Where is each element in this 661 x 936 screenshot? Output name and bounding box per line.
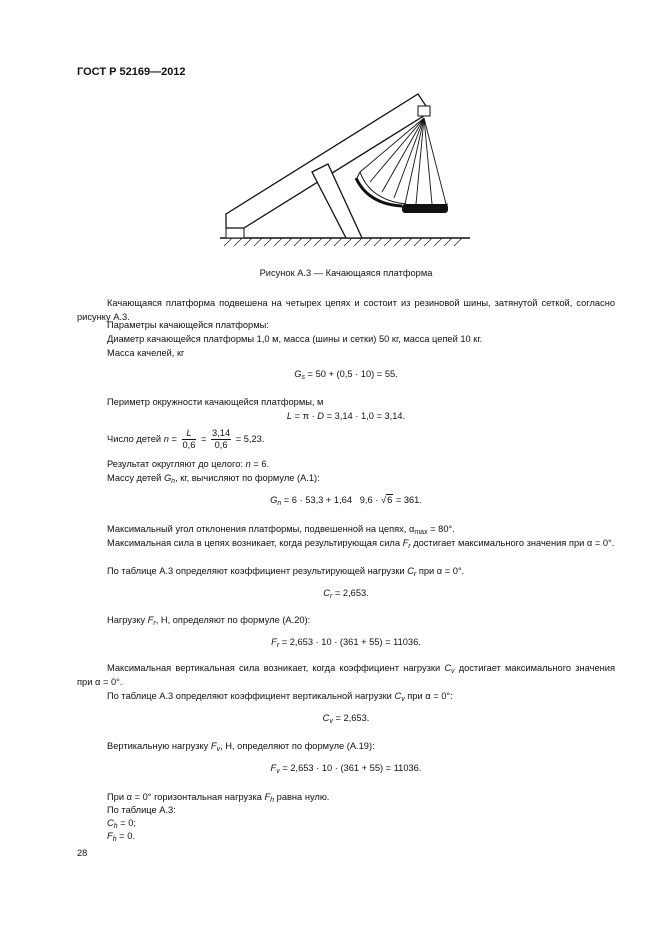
swing-platform-figure <box>220 92 470 247</box>
round-line: Результат округляют до целого: n = 6. <box>107 459 270 469</box>
mass-title: Масса качелей, кг <box>107 348 185 358</box>
max-vertical-paragraph: Максимальная вертикальная сила возникает, когда коэффициент нагрузки $C_v$ достигает максимального значения при α = 0°. <box>77 663 615 687</box>
load-fv-line: Вертикальную нагрузку $F_v$, Н, определяют по формуле (А.19): <box>107 741 375 753</box>
table-cv-line: По таблице А.3 определяют коэффициент вертикальной нагрузки $C_v$ при α = 0°: <box>107 691 453 703</box>
horizontal-load-line: При α = 0° горизонтальная нагрузка $F_h$ равна нулю. <box>107 792 330 804</box>
figure-caption: Рисунок А.3 — Качающаяся платформа <box>259 268 433 278</box>
max-angle-line: Максимальный угол отклонения платформы, подвешенной на цепях, $\alpha_{max} = 80^\circ$. <box>107 524 455 536</box>
fh-line: $F_h = 0$. <box>107 831 135 843</box>
max-force-paragraph: Максимальная сила в цепях возникает, когда результирующая сила $F_r$ достигает максимального значения при α = 0°. <box>107 538 615 550</box>
formula-fr: $F_r = 2,653 \cdot 10 \cdot (361 + 55) = 11036$. <box>271 637 421 649</box>
table-a3-line: По таблице А.3: <box>107 805 176 815</box>
formula-cr: $C_r = 2,653$. <box>323 588 369 600</box>
params-line: Диаметр качающейся платформы 1,0 м, масса (шины и сетки) 50 кг, масса цепей 10 кг. <box>107 334 483 344</box>
formula-perimeter: L = π · D = 3,14 · 1,0 = 3,14. <box>286 411 406 421</box>
ch-line: $C_h = 0$; <box>107 818 136 830</box>
formula-cv: $C_v = 2,653$. <box>322 713 370 725</box>
children-mass-line: Массу детей $G_n$, кг, вычисляют по формуле (А.1): <box>107 473 320 485</box>
formula-gn: $G_n = 6 \cdot 53,3 + 1,64$ 9,6 · √6 = 361. <box>270 495 422 507</box>
load-fr-line: Нагрузку $F_r$, Н, определяют по формуле (А.20): <box>107 615 311 627</box>
params-title: Параметры качающейся платформы: <box>107 320 269 330</box>
table-cr-line: По таблице А.3 определяют коэффициент результирующей нагрузки $C_r$ при α = 0°. <box>107 566 465 578</box>
page-number: 28 <box>77 848 88 858</box>
paragraph: Качающаяся платформа подвешена на четырех цепях и состоит из резиновой шины, затянутой сеткой, согласно рисунку А.3. <box>77 298 615 322</box>
formula-gs: $G_s = 50 + (0,5 \cdot 10) = 55$. <box>294 369 398 381</box>
formula-children: Число детей n = $\frac{L}{0,6}$ = $\frac{3,14}{0,6}$ = 5,23. <box>107 428 265 450</box>
formula-fv: $F_v = 2,653 \cdot 10 \cdot (361 + 55) = 11036$. <box>270 763 422 775</box>
document-header: ГОСТ Р 52169—2012 <box>77 66 186 78</box>
perimeter-title: Периметр окружности качающейся платформы, м <box>107 397 324 407</box>
